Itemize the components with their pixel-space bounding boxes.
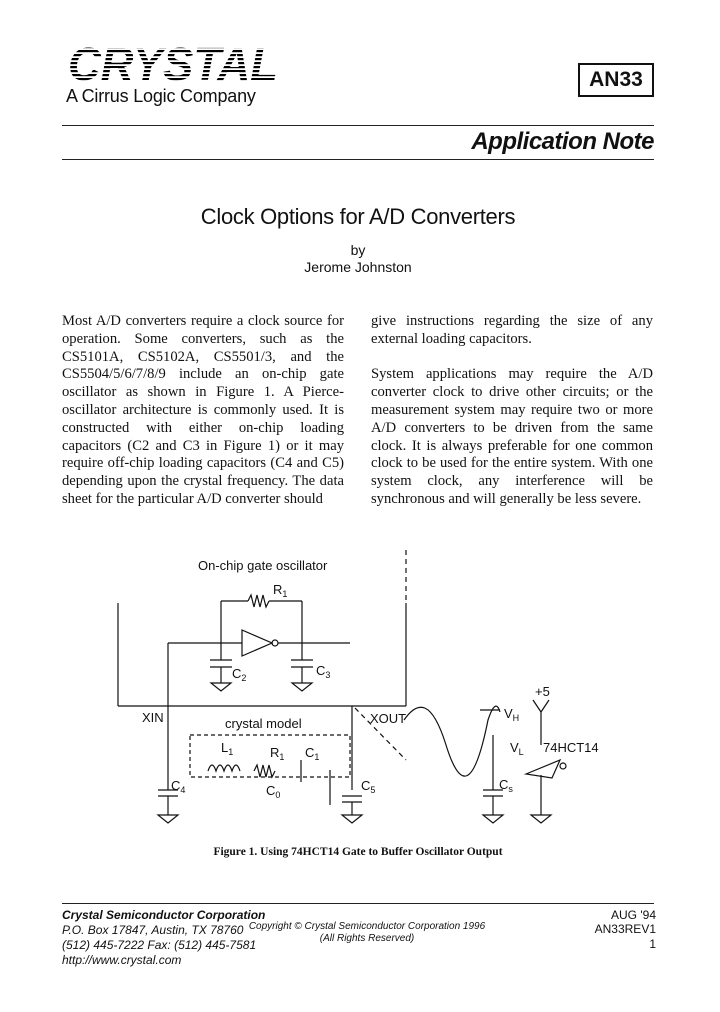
crystal-logo — [66, 42, 280, 84]
byline: by — [350, 242, 366, 258]
label-c3: $C_3$ — [316, 663, 331, 680]
svg-text:CRYSTAL: CRYSTAL — [68, 42, 278, 84]
paragraph: Most A/D converters require a clock source for operation. Some converters, such as the CS5101A, CS5102A, CS5501/3, and the CS5504/5/6/7/8/9 include an on-chip gate oscillator as shown in Figure 1. A Pierce-oscillator architecture is commonly used. It is constructed with either on-chip loading capacitors (C2 and C3 in Figure 1) or it may require off-chip loading capacitors (C4 and C5) depending upon the crystal frequency. The data sheet for the particular A/D converter should — [62, 313, 344, 507]
label-c5: $C_5$ — [361, 778, 376, 795]
label-crystal-model: crystal model — [225, 716, 302, 731]
footer-address: P.O. Box 17847, Austin, TX 78760 — [62, 923, 244, 937]
footer-rights: (All Rights Reserved) — [319, 933, 415, 944]
label-vh: $V_H$ — [504, 706, 520, 723]
footer-company: Crystal Semiconductor Corporation — [62, 908, 266, 922]
label-c1: $C_1$ — [305, 745, 320, 762]
label-supply: +5 — [535, 684, 550, 699]
paragraph: give instructions regarding the size of any external loading capacitors. — [371, 313, 653, 347]
footer-copyright: Copyright © Crystal Semiconductor Corporation 1996 — [248, 921, 486, 932]
label-oscillator: On-chip gate oscillator — [198, 558, 328, 573]
label-r1-crystal: $R_1$ — [270, 745, 285, 762]
company-tagline: A Cirrus Logic Company — [66, 86, 256, 106]
paragraph: System applications may require the A/D converter clock to drive other circuits; or the measurement system may require two or more A/D converters to be driven from the same clock. It is always preferable for one common clock to be used for the entire system. With one system clock, any interference will be synchronous and will generally be less severe. — [371, 366, 653, 507]
author-name: Jerome Johnston — [304, 259, 412, 275]
label-c4: $C_4$ — [171, 778, 186, 795]
footer-phone: (512) 445-7222 Fax: (512) 445-7581 — [62, 938, 257, 952]
label-vl: $V_L$ — [510, 740, 524, 757]
page-number: 1 — [649, 937, 656, 951]
label-c0: $C_0$ — [266, 783, 281, 800]
header-rule-bottom — [62, 159, 654, 160]
label-c2: $C_2$ — [232, 666, 247, 683]
body-left-column — [62, 313, 344, 527]
document-type: Application Note — [471, 128, 654, 155]
document-code: AN33 — [578, 63, 654, 97]
label-74hct14: 74HCT14 — [543, 740, 599, 755]
label-xin: XIN — [142, 710, 164, 725]
footer-revision: AN33REV1 — [594, 922, 656, 936]
body-right-column — [371, 313, 653, 527]
footer-website-link[interactable]: http://www.crystal.com — [62, 953, 182, 967]
footer-date: AUG '94 — [611, 908, 656, 922]
page-title: Clock Options for A/D Converters — [200, 204, 516, 229]
figure-caption: Figure 1. Using 74HCT14 Gate to Buffer Oscillator Output — [213, 846, 503, 858]
label-xout: XOUT — [370, 711, 407, 726]
label-r1: $R_1$ — [273, 582, 288, 599]
oscillator-circuit-diagram — [110, 548, 610, 840]
label-cs: $C_s$ — [499, 777, 513, 794]
header-rule-top — [62, 125, 654, 126]
label-l1: $L_1$ — [221, 740, 234, 757]
footer-rule — [62, 903, 654, 904]
